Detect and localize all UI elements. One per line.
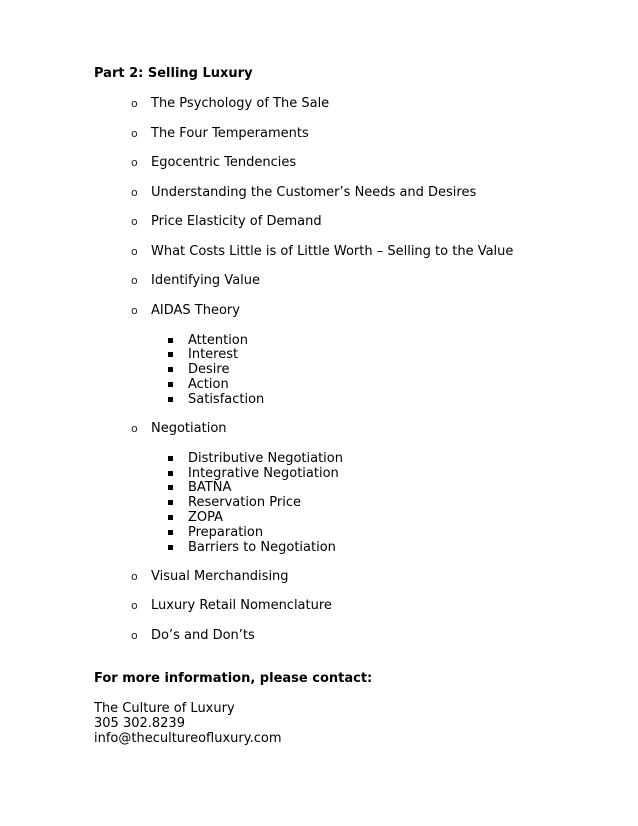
topic-label: Do’s and Don’ts (151, 627, 255, 643)
hollow-bullet-icon: o (131, 274, 138, 287)
subtopic-label: Satisfaction (188, 391, 265, 407)
topic-label: Understanding the Customer’s Needs and Desires (151, 184, 477, 200)
topic-label: The Four Temperaments (151, 125, 309, 141)
square-bullet-icon (168, 352, 173, 357)
square-bullet-icon (168, 485, 173, 490)
square-bullet-icon (168, 382, 173, 387)
topic-label: Visual Merchandising (151, 568, 289, 584)
hollow-bullet-icon: o (131, 215, 138, 228)
subtopic-label: Barriers to Negotiation (188, 539, 336, 555)
contact-heading: For more information, please contact: (94, 671, 373, 686)
square-bullet-icon (168, 397, 173, 402)
topic-label: Identifying Value (151, 273, 261, 288)
subtopic-label: Reservation Price (188, 495, 301, 511)
square-bullet-icon (168, 471, 173, 476)
subtopic-label: BATNA (188, 480, 232, 496)
contact-company: The Culture of Luxury (94, 701, 235, 716)
subtopic-label: ZOPA (188, 509, 224, 525)
topic-label: What Costs Little is of Little Worth – Selling to the Value (151, 243, 514, 259)
square-bullet-icon (168, 456, 173, 461)
hollow-bullet-icon: o (131, 628, 138, 642)
subtopic-label: Integrative Negotiation (188, 465, 339, 481)
hollow-bullet-icon: o (131, 421, 138, 435)
subtopic-label: Distributive Negotiation (188, 450, 343, 466)
hollow-bullet-icon: o (131, 97, 138, 110)
contact-email: info@thecultureofluxury.com (94, 731, 282, 746)
topic-label: Egocentric Tendencies (151, 155, 297, 170)
hollow-bullet-icon: o (131, 244, 138, 258)
contact-phone: 305 302.8239 (94, 716, 185, 731)
square-bullet-icon (168, 545, 173, 550)
hollow-bullet-icon: o (131, 156, 138, 169)
topic-label: Price Elasticity of Demand (151, 214, 322, 229)
subtopic-label: Attention (188, 332, 248, 348)
hollow-bullet-icon: o (131, 569, 138, 583)
subtopic-label: Desire (188, 362, 230, 378)
square-bullet-icon (168, 530, 173, 535)
hollow-bullet-icon: o (131, 126, 138, 140)
topic-label: The Psychology of The Sale (151, 96, 330, 111)
hollow-bullet-icon: o (131, 303, 138, 317)
hollow-bullet-icon: o (131, 599, 138, 612)
section-heading: Part 2: Selling Luxury (94, 66, 253, 81)
topic-label: Negotiation (151, 420, 227, 436)
square-bullet-icon (168, 500, 173, 505)
hollow-bullet-icon: o (131, 185, 138, 199)
square-bullet-icon (168, 367, 173, 372)
square-bullet-icon (168, 515, 173, 520)
subtopic-label: Action (188, 376, 229, 392)
topic-label: Luxury Retail Nomenclature (151, 598, 332, 613)
topic-label: AIDAS Theory (151, 302, 240, 318)
square-bullet-icon (168, 338, 173, 343)
subtopic-label: Preparation (188, 524, 264, 540)
subtopic-label: Interest (188, 347, 239, 363)
